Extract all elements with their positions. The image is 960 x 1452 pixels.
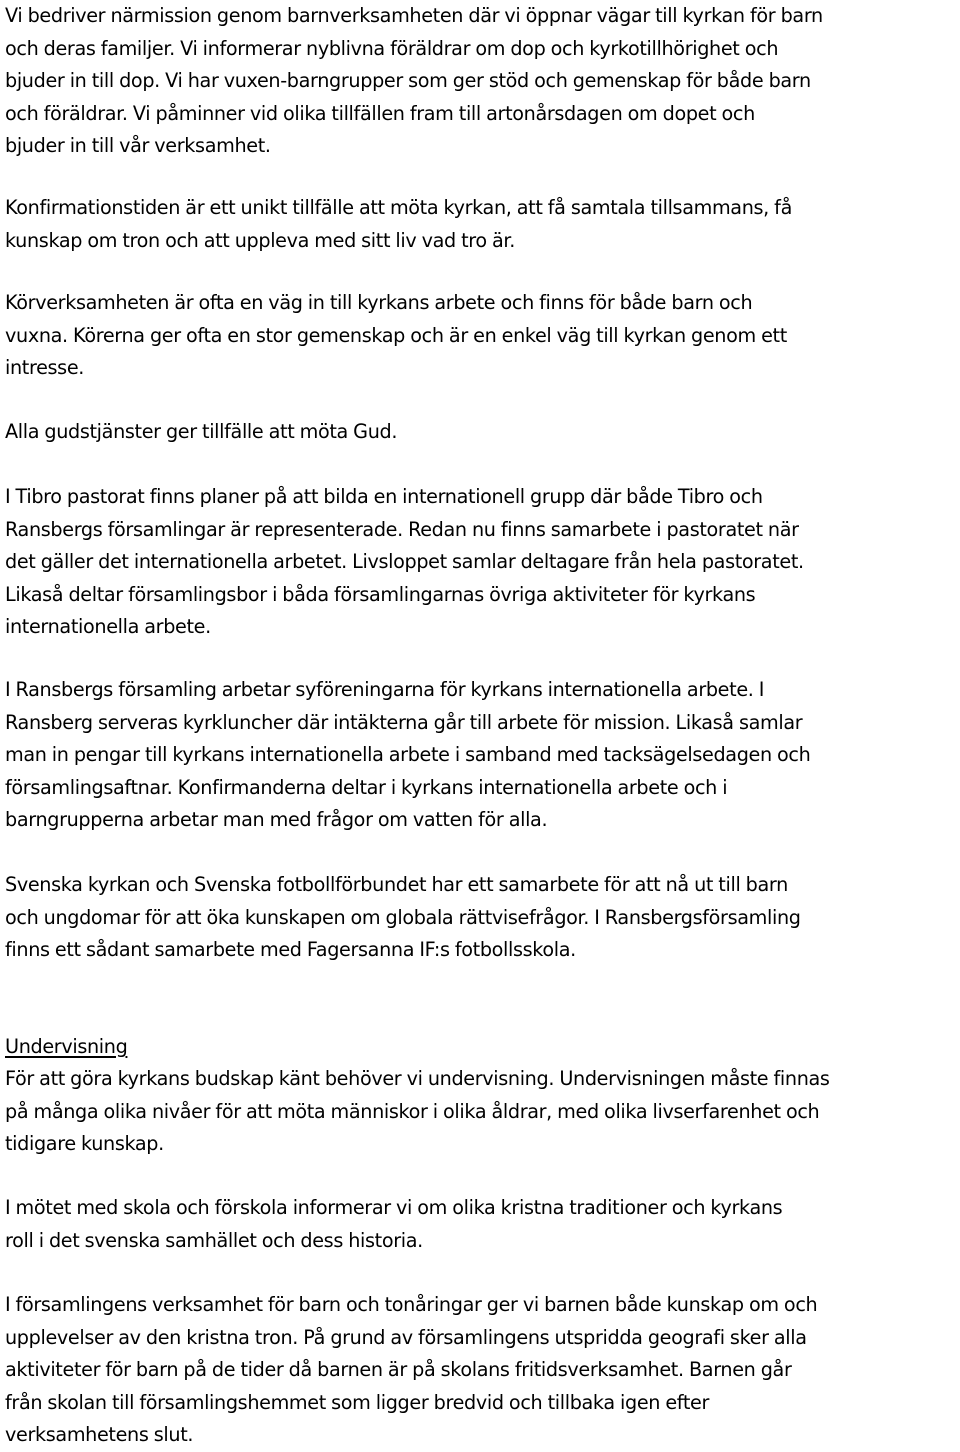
paragraph-teaching-intro: För att göra kyrkans budskap känt behöver vi undervisning. Undervisningen måste finnas på många olika nivåer för att möta människor i olika åldrar, med olika livserfarenhet och tidigare kunskap.	[5, 1067, 830, 1155]
paragraph-children-activities: I församlingens verksamhet för barn och tonåringar ger vi barnen både kunskap om och upplevelser av den kristna tron. På grund av församlingens utspridda geografi sker alla aktiviteter för barn på de tider då barnen är på skolans fritidsverksamhet. Barnen går från skolan till församlingshemmet som ligger bredvid och tillbaka igen efter verksamhetens slut.	[5, 1293, 818, 1446]
paragraph-ransberg-international: I Ransbergs församling arbetar syföreningarna för kyrkans internationella arbete. I Ransberg serveras kyrkluncher där intäkterna går till arbete för mission. Likaså samlar man in pengar till kyrkans internationella arbete i samband med tacksägelsedagen och församlingsaftnar. Konfirmanderna deltar i kyrkans internationella arbete och i barngrupperna arbetar man med frågor om vatten för alla.	[5, 678, 811, 831]
paragraph-tibro-international: I Tibro pastorat finns planer på att bilda en internationell grupp där både Tibro och Ransbergs församlingar är representerade. Redan nu finns samarbete i pastoratet när det gäller det internationella arbetet. Livsloppet samlar deltagare från hela pastoratet. Likaså deltar församlingsbor i båda församlingarnas övriga aktiviteter för kyrkans internationella arbete.	[5, 485, 804, 638]
paragraph-outreach: Vi bedriver närmission genom barnverksamheten där vi öppnar vägar till kyrkan för barn och deras familjer. Vi informerar nyblivna föräldrar om dop och kyrkotillhörighet och bjuder in till dop. Vi har vuxen-barngrupper som ger stöd och gemenskap för både barn och föräldrar. Vi påminner vid olika tillfällen fram till artonårsdagen om dopet och bjuder in till vår verksamhet.	[5, 4, 823, 157]
paragraph-football: Svenska kyrkan och Svenska fotbollförbundet har ett samarbete för att nå ut till barn och ungdomar för att öka kunskapen om globala rättvisefrågor. I Ransbergsförsamling finns ett sådant samarbete med Fagersanna IF:s fotbollsskola.	[5, 873, 801, 961]
paragraph-services: Alla gudstjänster ger tillfälle att möta Gud.	[5, 420, 398, 443]
section-heading-undervisning: Undervisning	[5, 1035, 128, 1058]
paragraph-choir: Körverksamheten är ofta en väg in till kyrkans arbete och finns för både barn och vuxna. Körerna ger ofta en stor gemenskap och är en enkel väg till kyrkan genom ett intresse.	[5, 291, 787, 379]
paragraph-confirmation: Konfirmationstiden är ett unikt tillfälle att möta kyrkan, att få samtala tillsammans, få kunskap om tron och att uppleva med sitt liv vad tro är.	[5, 196, 792, 252]
paragraph-school: I mötet med skola och förskola informerar vi om olika kristna traditioner och kyrkans roll i det svenska samhället och dess historia.	[5, 1196, 783, 1252]
